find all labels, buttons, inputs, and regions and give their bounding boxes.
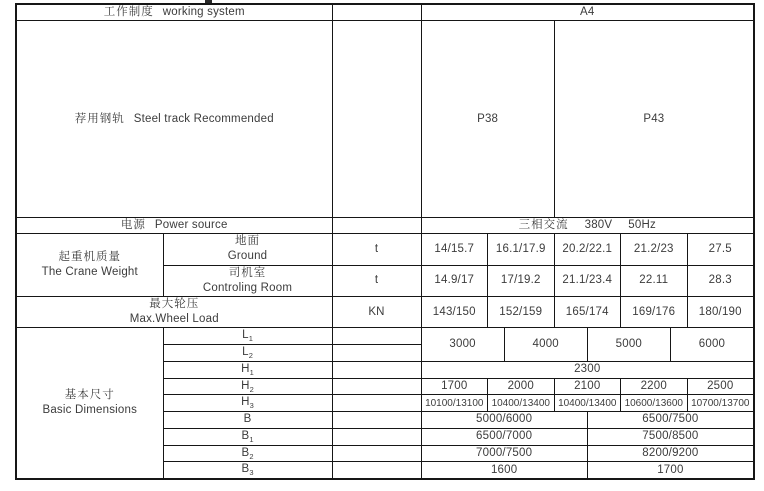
steel-track-label-en: Steel track Recommended: [133, 112, 274, 125]
h1-label-sub: 1: [249, 367, 254, 377]
h1-unit-cell: [332, 361, 421, 378]
h2-value-2: 2000: [487, 379, 554, 395]
max-wheel-load-values: [421, 296, 754, 327]
h1-label-base: H: [241, 362, 250, 375]
row-crane-weight-ground: [16, 234, 754, 265]
power-source-label-cn: 电源: [120, 219, 146, 232]
h3-value-2: 10400/13400: [487, 395, 554, 411]
h2-value-3: 2100: [554, 379, 621, 395]
ground-unit: t: [332, 234, 421, 265]
b2-label-base: B: [241, 446, 250, 459]
l1-unit-cell: [332, 328, 421, 345]
b3-value-2: 1700: [587, 462, 753, 478]
crane-weight-label-en: The Crane Weight: [41, 266, 138, 279]
h2-value-1: 1700: [441, 379, 468, 392]
basic-dimensions-label-cn: 基本尺寸: [64, 388, 115, 401]
ground-value-5: 27.5: [687, 234, 754, 264]
spec-table: [15, 3, 755, 480]
h2-values: [421, 378, 754, 395]
b1-value-1: 6500/7000: [476, 430, 533, 443]
l2-label-base: L: [242, 346, 249, 358]
steel-track-values: [421, 20, 754, 217]
b1-unit-cell: [332, 428, 421, 445]
l-span-value-2: 4000: [504, 328, 587, 361]
max-wheel-load-value-4: 169/176: [620, 297, 687, 327]
steel-track-value-p38: P38: [477, 112, 499, 125]
basic-dimensions-label: [16, 328, 163, 479]
controlling-room-value-4: 22.11: [620, 266, 687, 296]
b2-label: [163, 445, 332, 462]
ground-values: [421, 234, 754, 265]
row-l1: [16, 328, 754, 345]
max-wheel-load-value-2: 152/159: [487, 297, 554, 327]
steel-track-value-p43: P43: [554, 21, 753, 217]
row-steel-track: [16, 20, 754, 217]
working-system-label: [16, 4, 332, 20]
h3-values: [421, 395, 754, 412]
basic-dimensions-label-en: Basic Dimensions: [42, 404, 138, 417]
power-source-value: [421, 218, 754, 234]
b2-value-2: 8200/9200: [587, 446, 753, 462]
ground-label-cn: 地面: [235, 235, 260, 248]
max-wheel-load-value-1: 143/150: [432, 305, 476, 318]
b2-unit-cell: [332, 445, 421, 462]
max-wheel-load-label-en: Max.Wheel Load: [129, 313, 219, 326]
l2-label-sub: 2: [248, 351, 253, 360]
b2-label-sub: 2: [249, 451, 254, 461]
controlling-room-unit: t: [332, 265, 421, 296]
working-system-label-en: working system: [162, 6, 245, 18]
h3-value-5: 10700/13700: [687, 395, 754, 411]
crane-weight-label: [16, 234, 163, 297]
max-wheel-load-label: [16, 296, 332, 327]
h1-label: [163, 361, 332, 378]
controlling-room-label: [163, 265, 332, 296]
ground-value-1: 14/15.7: [434, 242, 475, 255]
b1-label-base: B: [241, 429, 250, 442]
h2-label: [163, 378, 332, 395]
max-wheel-load-label-cn: 最大轮压: [149, 297, 200, 310]
steel-track-unit-cell: [332, 20, 421, 217]
working-system-value: A4: [421, 4, 754, 20]
h3-value-3: 10400/13400: [554, 395, 621, 411]
b-value-2: 6500/7500: [587, 412, 753, 428]
h1-value: 2300: [421, 361, 754, 378]
h3-label-base: H: [241, 396, 250, 409]
b3-label-sub: 3: [249, 468, 254, 478]
row-working-system: [16, 4, 754, 20]
max-wheel-load-value-5: 180/190: [687, 297, 754, 327]
working-system-label-cn: 工作制度: [103, 6, 154, 18]
h2-value-5: 2500: [687, 379, 754, 395]
row-max-wheel-load: [16, 296, 754, 327]
b1-value-2: 7500/8500: [587, 429, 753, 445]
b-label: [163, 412, 332, 429]
l1-label: [163, 328, 332, 345]
steel-track-label-cn: 荐用钢轨: [74, 112, 125, 125]
controlling-room-value-5: 28.3: [687, 266, 754, 296]
max-wheel-load-unit: KN: [332, 296, 421, 327]
b3-values: [421, 462, 754, 479]
h2-label-sub: 2: [249, 384, 254, 394]
row-power-source: [16, 218, 754, 234]
ground-value-2: 16.1/17.9: [487, 234, 554, 264]
b2-values: [421, 445, 754, 462]
ground-label: [163, 234, 332, 265]
steel-track-label: [16, 20, 332, 217]
h3-label-sub: 3: [249, 401, 254, 411]
l1-label-base: L: [242, 329, 249, 342]
power-source-value-frequency: 50Hz: [628, 219, 656, 232]
l1-label-sub: 1: [248, 334, 253, 344]
b1-values: [421, 428, 754, 445]
b1-label-sub: 1: [249, 434, 254, 444]
l-span-values: [421, 328, 754, 362]
power-source-label-en: Power source: [154, 219, 228, 232]
working-system-unit-cell: [332, 4, 421, 20]
b3-label: [163, 462, 332, 479]
b-label-base: B: [243, 413, 252, 425]
b1-label: [163, 428, 332, 445]
b3-unit-cell: [332, 462, 421, 479]
max-wheel-load-value-3: 165/174: [554, 297, 621, 327]
ground-value-3: 20.2/22.1: [554, 234, 621, 264]
power-source-label: [16, 218, 332, 234]
b-values: [421, 412, 754, 429]
b2-value-1: 7000/7500: [476, 446, 533, 459]
h3-label: [163, 395, 332, 412]
ground-label-en: Ground: [227, 250, 268, 263]
l-span-value-4: 6000: [670, 328, 753, 361]
controlling-room-label-cn: 司机室: [228, 266, 267, 279]
ground-value-4: 21.2/23: [620, 234, 687, 264]
power-source-unit-cell: [332, 218, 421, 234]
b3-label-base: B: [241, 463, 250, 476]
crane-weight-label-cn: 起重机质量: [58, 250, 121, 263]
h3-value-4: 10600/13600: [620, 395, 687, 411]
l2-label: [163, 345, 332, 362]
h3-value-1: 10100/13100: [425, 397, 484, 409]
power-source-value-type: 三相交流: [518, 219, 569, 232]
power-source-value-voltage: 380V: [584, 219, 613, 232]
controlling-room-value-2: 17/19.2: [487, 266, 554, 296]
controlling-room-label-en: Controling Room: [202, 281, 293, 294]
controlling-room-value-1: 14.9/17: [434, 274, 475, 287]
h2-value-4: 2200: [620, 379, 687, 395]
l-span-value-1: 3000: [449, 338, 476, 351]
b3-value-1: 1600: [490, 463, 518, 476]
l2-unit-cell: [332, 345, 421, 362]
b-value-1: 5000/6000: [476, 413, 533, 426]
h2-unit-cell: [332, 378, 421, 395]
h2-label-base: H: [241, 379, 250, 392]
controlling-room-values: [421, 265, 754, 296]
h3-unit-cell: [332, 395, 421, 412]
controlling-room-value-3: 21.1/23.4: [554, 266, 621, 296]
b-unit-cell: [332, 412, 421, 429]
l-span-value-3: 5000: [587, 328, 670, 361]
